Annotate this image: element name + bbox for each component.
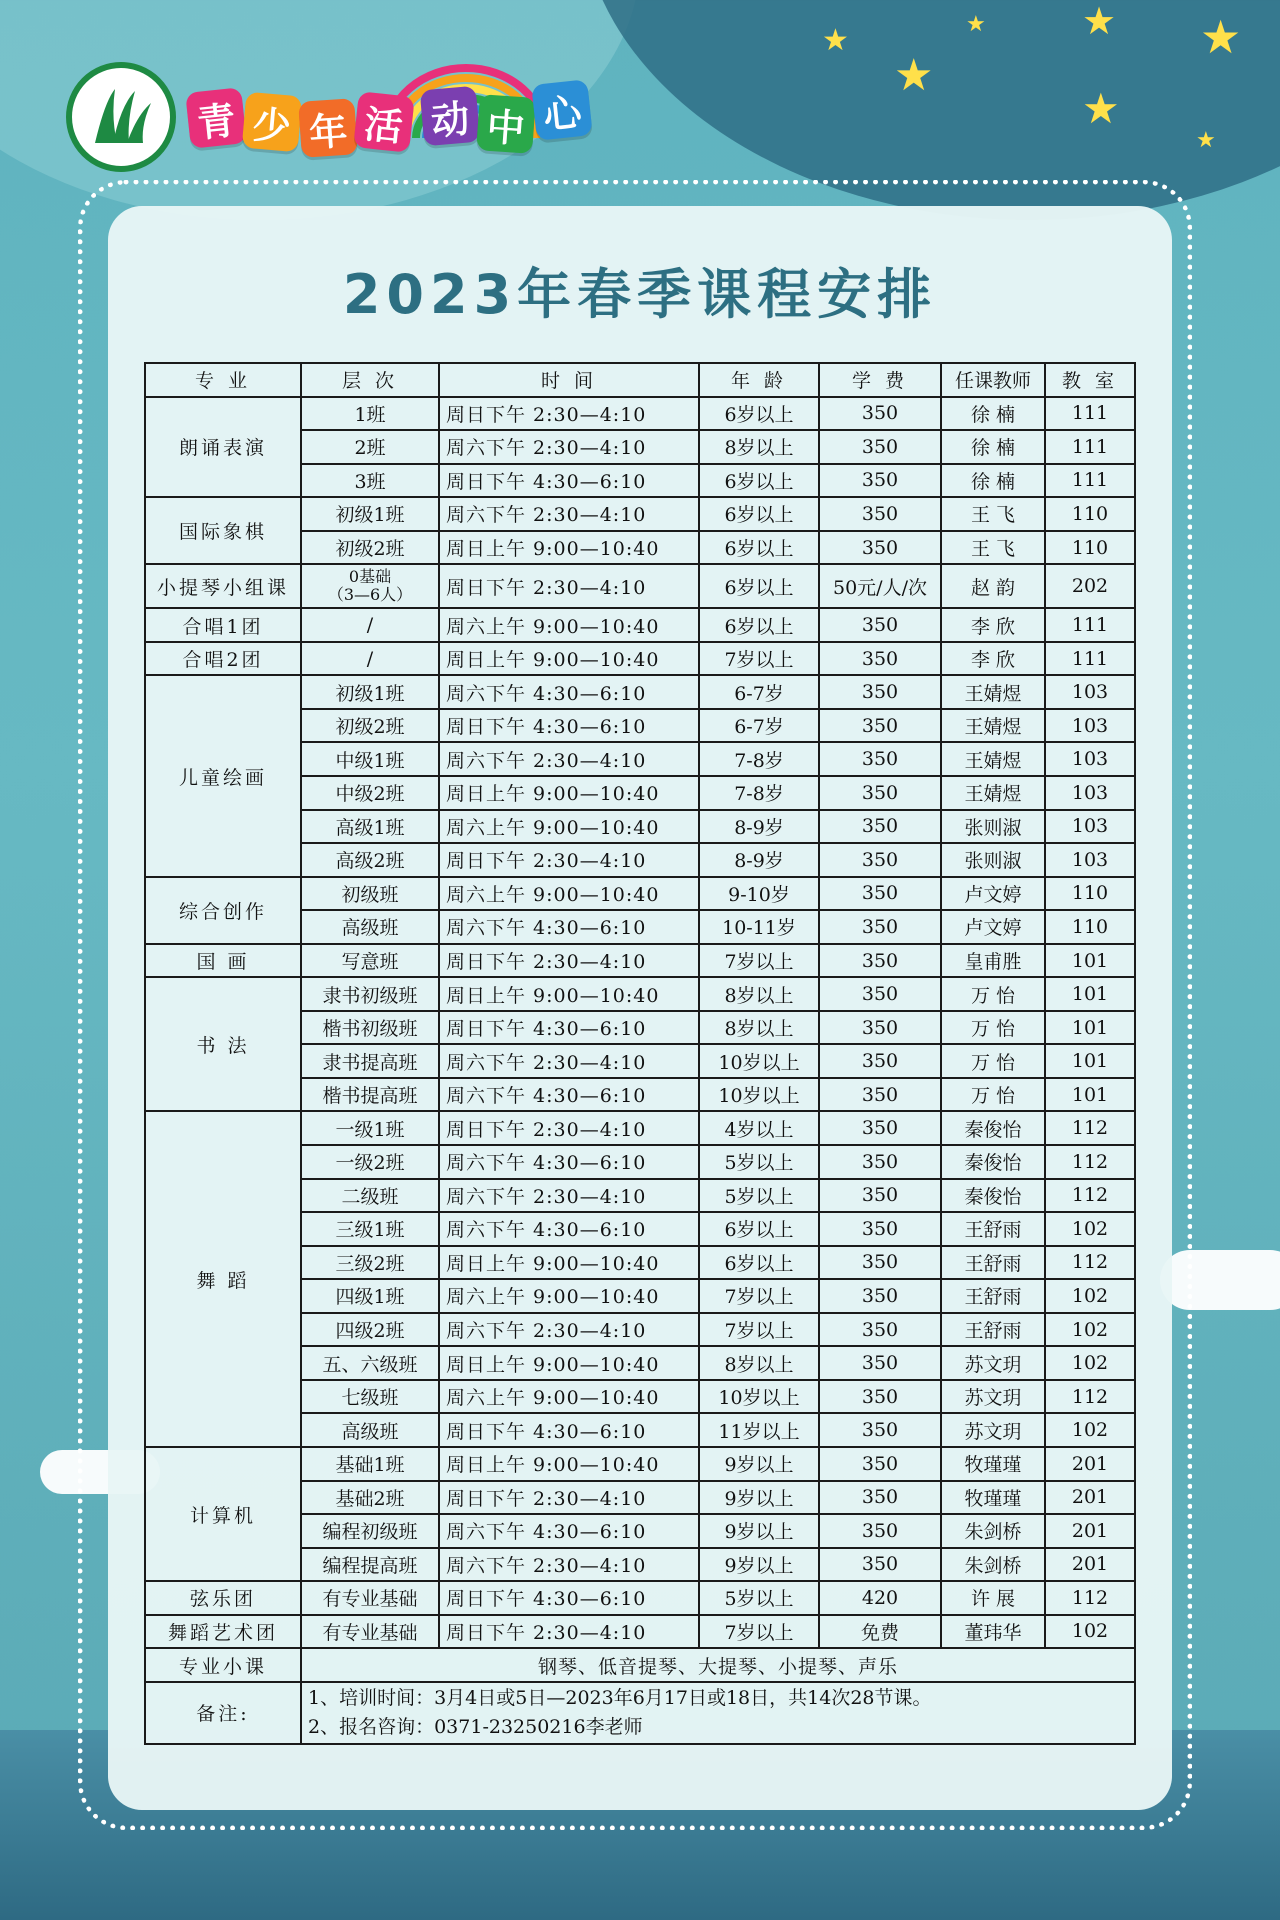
- cell-age: 6岁以上: [699, 1212, 819, 1246]
- cell-age: 7-8岁: [699, 776, 819, 810]
- cell-fee: 350: [819, 1111, 941, 1145]
- cell-time: 周日下午 2:30—4:10: [439, 397, 699, 431]
- cell-age: 9岁以上: [699, 1447, 819, 1481]
- cell-teacher: 万 怡: [941, 1044, 1045, 1078]
- cell-teacher: 苏文玥: [941, 1346, 1045, 1380]
- cell-teacher: 徐 楠: [941, 397, 1045, 431]
- cell-teacher: 赵 韵: [941, 564, 1045, 608]
- cell-age: 5岁以上: [699, 1145, 819, 1179]
- cell-teacher: 王舒雨: [941, 1279, 1045, 1313]
- cell-level: 一级1班: [301, 1111, 439, 1145]
- cell-age: 8-9岁: [699, 810, 819, 844]
- table-row: [145, 944, 1135, 978]
- header-age: 年 龄: [699, 363, 819, 397]
- cell-time: 周日下午 4:30—6:10: [439, 464, 699, 498]
- cell-room: 102: [1045, 1615, 1135, 1649]
- cell-level: 楷书提高班: [301, 1078, 439, 1112]
- cell-teacher: 牧瑾瑾: [941, 1481, 1045, 1515]
- special-label: 专业小课: [145, 1648, 301, 1682]
- cell-major: 合唱1团: [145, 608, 301, 642]
- cell-fee: 免费: [819, 1615, 941, 1649]
- cell-teacher: 卢文婷: [941, 877, 1045, 911]
- cell-time: 周日下午 4:30—6:10: [439, 1413, 699, 1447]
- table-body: [145, 397, 1135, 1744]
- cell-fee: 350: [819, 531, 941, 565]
- cell-room: 111: [1045, 608, 1135, 642]
- table-row: [145, 877, 1135, 911]
- cell-fee: 350: [819, 877, 941, 911]
- cell-room: 111: [1045, 464, 1135, 498]
- cell-age: 7岁以上: [699, 1279, 819, 1313]
- cell-time: 周日上午 9:00—10:40: [439, 1447, 699, 1481]
- cell-age: 10岁以上: [699, 1078, 819, 1112]
- cell-fee: 350: [819, 944, 941, 978]
- page-title: 2023年春季课程安排: [342, 263, 938, 326]
- cell-age: 7岁以上: [699, 944, 819, 978]
- cell-time: 周日下午 2:30—4:10: [439, 564, 699, 608]
- cell-age: 8岁以上: [699, 1011, 819, 1045]
- cell-fee: 350: [819, 843, 941, 877]
- cell-teacher: 秦俊怡: [941, 1145, 1045, 1179]
- cell-room: 201: [1045, 1548, 1135, 1582]
- cell-age: 9岁以上: [699, 1514, 819, 1548]
- cell-room: 110: [1045, 531, 1135, 565]
- cell-level: [301, 564, 439, 608]
- cell-age: 8岁以上: [699, 1346, 819, 1380]
- cell-time: 周六下午 4:30—6:10: [439, 675, 699, 709]
- cell-room: 103: [1045, 810, 1135, 844]
- cell-major: 儿童绘画: [145, 675, 301, 876]
- cell-fee: 350: [819, 1044, 941, 1078]
- cell-age: 6-7岁: [699, 675, 819, 709]
- cell-room: 101: [1045, 1044, 1135, 1078]
- cell-level: 四级1班: [301, 1279, 439, 1313]
- cell-room: 110: [1045, 877, 1135, 911]
- cell-teacher: 王 飞: [941, 531, 1045, 565]
- logo-tile: 活: [353, 91, 415, 153]
- cell-teacher: 万 怡: [941, 1078, 1045, 1112]
- cell-teacher: 王舒雨: [941, 1246, 1045, 1280]
- header-room: 教 室: [1045, 363, 1135, 397]
- cell-age: 6岁以上: [699, 497, 819, 531]
- table-row: [145, 977, 1135, 1011]
- cell-major: 国 画: [145, 944, 301, 978]
- cell-time: 周日下午 2:30—4:10: [439, 1615, 699, 1649]
- cell-time: 周日上午 9:00—10:40: [439, 531, 699, 565]
- cell-time: 周六下午 2:30—4:10: [439, 1548, 699, 1582]
- cell-fee: 350: [819, 497, 941, 531]
- cell-age: 6岁以上: [699, 531, 819, 565]
- cell-level: 隶书提高班: [301, 1044, 439, 1078]
- cell-age: 8岁以上: [699, 977, 819, 1011]
- cell-age: 8-9岁: [699, 843, 819, 877]
- cell-room: 103: [1045, 709, 1135, 743]
- cell-age: 6-7岁: [699, 709, 819, 743]
- cell-age: 6岁以上: [699, 1246, 819, 1280]
- cell-time: 周六下午 4:30—6:10: [439, 1145, 699, 1179]
- cell-teacher: 董玮华: [941, 1615, 1045, 1649]
- notes-cell: [301, 1682, 1135, 1744]
- cell-fee: 350: [819, 1413, 941, 1447]
- cell-major: 综合创作: [145, 877, 301, 944]
- cell-time: 周六上午 9:00—10:40: [439, 1279, 699, 1313]
- cell-teacher: 王舒雨: [941, 1313, 1045, 1347]
- cell-level: 1班: [301, 397, 439, 431]
- cell-teacher: 王 飞: [941, 497, 1045, 531]
- cell-room: 201: [1045, 1514, 1135, 1548]
- cell-level: 3班: [301, 464, 439, 498]
- cell-fee: 350: [819, 1279, 941, 1313]
- cell-major: 计算机: [145, 1447, 301, 1581]
- cell-major: 书 法: [145, 977, 301, 1111]
- cell-fee: 350: [819, 1246, 941, 1280]
- star-icon: ★: [966, 12, 986, 37]
- cell-time: 周六下午 2:30—4:10: [439, 1044, 699, 1078]
- cell-room: 112: [1045, 1179, 1135, 1213]
- cell-room: 102: [1045, 1346, 1135, 1380]
- cell-age: 6岁以上: [699, 564, 819, 608]
- cell-fee: 350: [819, 910, 941, 944]
- cell-level: 初级2班: [301, 709, 439, 743]
- cell-fee: 420: [819, 1581, 941, 1615]
- cell-fee: 350: [819, 742, 941, 776]
- cell-fee: 350: [819, 1179, 941, 1213]
- logo-tile: 中: [476, 94, 536, 154]
- header-time: 时 间: [439, 363, 699, 397]
- logo-wordmark: [188, 66, 608, 166]
- cell-time: 周日上午 9:00—10:40: [439, 1346, 699, 1380]
- cell-time: 周六下午 4:30—6:10: [439, 1212, 699, 1246]
- cell-level: 高级班: [301, 910, 439, 944]
- cell-room: 110: [1045, 497, 1135, 531]
- cell-level: 三级2班: [301, 1246, 439, 1280]
- table-row: [145, 1447, 1135, 1481]
- cell-major: 舞 蹈: [145, 1111, 301, 1446]
- cell-fee: 350: [819, 1011, 941, 1045]
- cell-teacher: 朱剑桥: [941, 1548, 1045, 1582]
- logo-tile: 心: [531, 79, 593, 141]
- cell-age: 5岁以上: [699, 1581, 819, 1615]
- cell-fee: 350: [819, 608, 941, 642]
- cell-time: 周日上午 9:00—10:40: [439, 776, 699, 810]
- cell-age: 10岁以上: [699, 1044, 819, 1078]
- cell-teacher: 皇甫胜: [941, 944, 1045, 978]
- cell-fee: 350: [819, 1145, 941, 1179]
- cell-level: 初级班: [301, 877, 439, 911]
- cell-room: 102: [1045, 1313, 1135, 1347]
- cell-room: 103: [1045, 843, 1135, 877]
- cell-level: /: [301, 608, 439, 642]
- cell-room: 102: [1045, 1279, 1135, 1313]
- table-header-row: [145, 363, 1135, 397]
- cell-age: 6岁以上: [699, 464, 819, 498]
- cell-room: 112: [1045, 1380, 1135, 1414]
- cell-time: 周日上午 9:00—10:40: [439, 642, 699, 676]
- cell-level: 中级1班: [301, 742, 439, 776]
- table-row: [145, 397, 1135, 431]
- cell-major: 合唱2团: [145, 642, 301, 676]
- cell-time: 周六下午 2:30—4:10: [439, 1313, 699, 1347]
- cell-fee: 350: [819, 1548, 941, 1582]
- cell-level: /: [301, 642, 439, 676]
- cell-teacher: 张则淑: [941, 843, 1045, 877]
- cell-level: 有专业基础: [301, 1581, 439, 1615]
- special-row: [145, 1648, 1135, 1682]
- cell-time: 周六上午 9:00—10:40: [439, 1380, 699, 1414]
- cell-age: 5岁以上: [699, 1179, 819, 1213]
- cell-room: 101: [1045, 1011, 1135, 1045]
- cell-age: 10-11岁: [699, 910, 819, 944]
- cell-level: 高级1班: [301, 810, 439, 844]
- star-icon: ★: [894, 50, 934, 101]
- cell-level: 有专业基础: [301, 1615, 439, 1649]
- cell-level: 七级班: [301, 1380, 439, 1414]
- star-icon: ★: [822, 23, 849, 58]
- notes-label: 备注:: [145, 1682, 301, 1744]
- table-row: [145, 564, 1135, 608]
- notes-line: 1、培训时间：3月4日或5日—2023年6月17日或18日，共14次28节课。: [308, 1686, 932, 1709]
- cell-fee: 350: [819, 1313, 941, 1347]
- cell-time: 周六上午 9:00—10:40: [439, 877, 699, 911]
- cell-teacher: 秦俊怡: [941, 1111, 1045, 1145]
- cell-teacher: 秦俊怡: [941, 1179, 1045, 1213]
- cell-level: 初级1班: [301, 497, 439, 531]
- cell-major: 弦乐团: [145, 1581, 301, 1615]
- cell-fee: 350: [819, 430, 941, 464]
- cell-time: 周日下午 4:30—6:10: [439, 1581, 699, 1615]
- cell-teacher: 朱剑桥: [941, 1514, 1045, 1548]
- cell-room: 112: [1045, 1111, 1135, 1145]
- cell-time: 周日下午 2:30—4:10: [439, 1481, 699, 1515]
- cell-teacher: 李 欣: [941, 642, 1045, 676]
- cell-level-note: （3—6人）: [327, 585, 413, 605]
- cell-level: 隶书初级班: [301, 977, 439, 1011]
- cell-teacher: 万 怡: [941, 1011, 1045, 1045]
- cell-teacher: 王舒雨: [941, 1212, 1045, 1246]
- logo-tile: 动: [420, 86, 481, 147]
- star-icon: ★: [1082, 0, 1117, 43]
- cell-room: 112: [1045, 1246, 1135, 1280]
- cell-room: 101: [1045, 944, 1135, 978]
- cell-age: 7岁以上: [699, 1615, 819, 1649]
- cell-time: 周日下午 4:30—6:10: [439, 709, 699, 743]
- cell-teacher: 李 欣: [941, 608, 1045, 642]
- cell-time: 周六下午 2:30—4:10: [439, 497, 699, 531]
- cell-level: 初级1班: [301, 675, 439, 709]
- logo-tile: 年: [298, 98, 358, 158]
- cell-room: 202: [1045, 564, 1135, 608]
- header-fee: 学 费: [819, 363, 941, 397]
- cell-time: 周六下午 4:30—6:10: [439, 1078, 699, 1112]
- cell-fee: 350: [819, 1212, 941, 1246]
- cell-level: 楷书初级班: [301, 1011, 439, 1045]
- cell-teacher: 张则淑: [941, 810, 1045, 844]
- cell-fee: 350: [819, 977, 941, 1011]
- cell-teacher: 王婧煜: [941, 742, 1045, 776]
- grass-logo-icon: [85, 81, 157, 153]
- cell-fee: 350: [819, 1380, 941, 1414]
- cell-room: 111: [1045, 642, 1135, 676]
- star-icon: ★: [1196, 128, 1216, 153]
- cell-age: 7岁以上: [699, 1313, 819, 1347]
- cell-time: 周六下午 2:30—4:10: [439, 1179, 699, 1213]
- cell-time: 周六下午 2:30—4:10: [439, 742, 699, 776]
- header-teacher: 任课教师: [941, 363, 1045, 397]
- cell-teacher: 万 怡: [941, 977, 1045, 1011]
- cell-time: 周日下午 4:30—6:10: [439, 1011, 699, 1045]
- cell-level: 中级2班: [301, 776, 439, 810]
- cell-age: 9-10岁: [699, 877, 819, 911]
- cell-fee: 50元/人/次: [819, 564, 941, 608]
- cell-teacher: 苏文玥: [941, 1413, 1045, 1447]
- cell-room: 102: [1045, 1212, 1135, 1246]
- cell-fee: 350: [819, 1346, 941, 1380]
- schedule-table: [144, 362, 1136, 1745]
- cell-room: 201: [1045, 1481, 1135, 1515]
- cell-level: 一级2班: [301, 1145, 439, 1179]
- cell-time: 周日上午 9:00—10:40: [439, 977, 699, 1011]
- cell-level: 写意班: [301, 944, 439, 978]
- cell-time: 周六上午 9:00—10:40: [439, 608, 699, 642]
- cell-teacher: 卢文婷: [941, 910, 1045, 944]
- cell-time: 周日下午 2:30—4:10: [439, 944, 699, 978]
- cell-room: 102: [1045, 1413, 1135, 1447]
- cell-teacher: 王婧煜: [941, 709, 1045, 743]
- logo-tile: 青: [185, 87, 247, 149]
- star-icon: ★: [1200, 10, 1242, 64]
- cell-fee: 350: [819, 675, 941, 709]
- table-row: [145, 1615, 1135, 1649]
- cell-teacher: 徐 楠: [941, 430, 1045, 464]
- cell-teacher: 徐 楠: [941, 464, 1045, 498]
- cell-age: 7岁以上: [699, 642, 819, 676]
- cell-room: 112: [1045, 1145, 1135, 1179]
- cell-fee: 350: [819, 1514, 941, 1548]
- special-value: 钢琴、低音提琴、大提琴、小提琴、声乐: [301, 1648, 1135, 1682]
- cell-teacher: 牧瑾瑾: [941, 1447, 1045, 1481]
- cell-room: 111: [1045, 430, 1135, 464]
- cell-level: 编程初级班: [301, 1514, 439, 1548]
- cell-teacher: 许 展: [941, 1581, 1045, 1615]
- star-icon: ★: [1082, 84, 1120, 133]
- cell-fee: 350: [819, 776, 941, 810]
- cell-time: 周日下午 2:30—4:10: [439, 843, 699, 877]
- cell-fee: 350: [819, 1078, 941, 1112]
- notes-line: 2、报名咨询：0371-23250216李老师: [308, 1715, 643, 1738]
- cell-room: 103: [1045, 675, 1135, 709]
- cell-level: 三级1班: [301, 1212, 439, 1246]
- cell-age: 6岁以上: [699, 397, 819, 431]
- table-row: [145, 642, 1135, 676]
- cell-room: 101: [1045, 977, 1135, 1011]
- cell-room: 103: [1045, 776, 1135, 810]
- cell-level: 2班: [301, 430, 439, 464]
- cell-time: 周六上午 9:00—10:40: [439, 810, 699, 844]
- cell-age: 8岁以上: [699, 430, 819, 464]
- cell-level: 五、六级班: [301, 1346, 439, 1380]
- cell-teacher: 苏文玥: [941, 1380, 1045, 1414]
- cell-fee: 350: [819, 1481, 941, 1515]
- cell-major: 朗诵表演: [145, 397, 301, 498]
- cell-age: 10岁以上: [699, 1380, 819, 1414]
- header-major: 专 业: [145, 363, 301, 397]
- cell-room: 201: [1045, 1447, 1135, 1481]
- cell-room: 112: [1045, 1581, 1135, 1615]
- cell-fee: 350: [819, 1447, 941, 1481]
- cell-age: 9岁以上: [699, 1548, 819, 1582]
- cell-major: 舞蹈艺术团: [145, 1615, 301, 1649]
- cell-age: 7-8岁: [699, 742, 819, 776]
- cell-level: 编程提高班: [301, 1548, 439, 1582]
- cell-time: 周六下午 4:30—6:10: [439, 1514, 699, 1548]
- cell-level: 四级2班: [301, 1313, 439, 1347]
- cell-age: 6岁以上: [699, 608, 819, 642]
- table-row: [145, 497, 1135, 531]
- cell-room: 110: [1045, 910, 1135, 944]
- cell-major: 小提琴小组课: [145, 564, 301, 608]
- cell-age: 9岁以上: [699, 1481, 819, 1515]
- table-row: [145, 1581, 1135, 1615]
- cell-room: 111: [1045, 397, 1135, 431]
- cell-time: 周日上午 9:00—10:40: [439, 1246, 699, 1280]
- cell-fee: 350: [819, 709, 941, 743]
- cell-level: 基础2班: [301, 1481, 439, 1515]
- cell-age: 4岁以上: [699, 1111, 819, 1145]
- cell-level: 高级班: [301, 1413, 439, 1447]
- table-row: [145, 608, 1135, 642]
- cell-level-line: 0基础: [348, 567, 392, 587]
- cell-level: 初级2班: [301, 531, 439, 565]
- cell-fee: 350: [819, 397, 941, 431]
- cell-teacher: 王婧煜: [941, 776, 1045, 810]
- logo-tile: 少: [242, 92, 303, 153]
- cell-time: 周六下午 2:30—4:10: [439, 430, 699, 464]
- cell-major: 国际象棋: [145, 497, 301, 564]
- cell-room: 101: [1045, 1078, 1135, 1112]
- cell-time: 周六下午 4:30—6:10: [439, 910, 699, 944]
- notes-row: [145, 1682, 1135, 1744]
- cell-fee: 350: [819, 810, 941, 844]
- table-row: [145, 675, 1135, 709]
- logo-emblem: [66, 62, 176, 172]
- cell-time: 周日下午 2:30—4:10: [439, 1111, 699, 1145]
- cell-room: 103: [1045, 742, 1135, 776]
- cell-level: 二级班: [301, 1179, 439, 1213]
- cell-level: 高级2班: [301, 843, 439, 877]
- cell-level: 基础1班: [301, 1447, 439, 1481]
- cell-fee: 350: [819, 464, 941, 498]
- cell-teacher: 王婧煜: [941, 675, 1045, 709]
- header-level: 层 次: [301, 363, 439, 397]
- cell-age: 11岁以上: [699, 1413, 819, 1447]
- cell-fee: 350: [819, 642, 941, 676]
- table-row: [145, 1111, 1135, 1145]
